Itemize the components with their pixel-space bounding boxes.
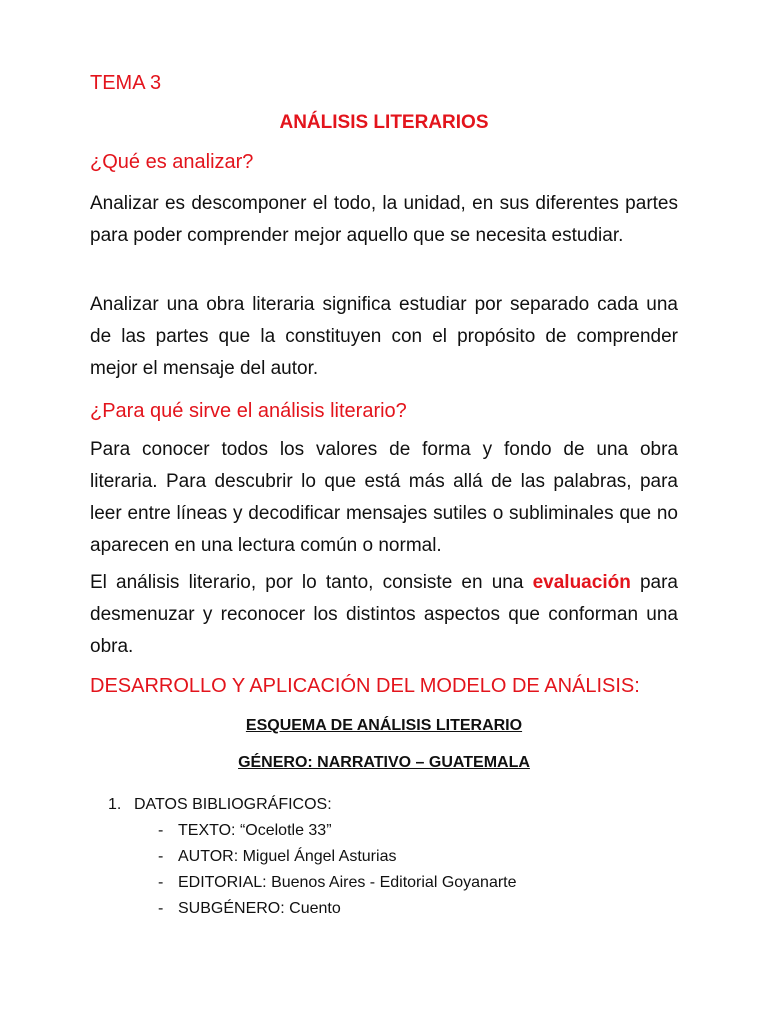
bibliographic-heading-row [108,792,517,818]
tema-label: TEMA 3 [90,72,162,94]
list-item [158,896,517,922]
scheme-title: ESQUEMA DE ANÁLISIS LITERARIO [245,717,523,734]
list-item-text: SUBGÉNERO: Cuento [178,900,341,917]
document-title: ANÁLISIS LITERARIOS [279,112,489,133]
list-item-text: TEXTO: “Ocelotle 33” [178,822,332,839]
genre-title: GÉNERO: NARRATIVO – GUATEMALA [238,754,530,771]
list-item [158,870,517,896]
dash-bullet: - [158,822,164,839]
bibliographic-items [108,818,517,922]
list-number: 1. [108,796,122,813]
bibliographic-heading: DATOS BIBLIOGRÁFICOS: [134,796,332,813]
list-item [158,844,517,870]
bibliographic-list [108,792,517,922]
question-para-que-sirve: ¿Para qué sirve el análisis literario? [90,400,407,422]
paragraph-analizar-obra: Analizar una obra literaria significa estudiar por separado cada una de las partes que la constituyen con el propósito de comprender mejor el mensaje del autor. [90,294,678,379]
list-item [158,818,517,844]
question-que-es-analizar: ¿Qué es analizar? [90,151,254,173]
list-item-text: EDITORIAL: Buenos Aires - Editorial Goyanarte [178,874,517,891]
dash-bullet: - [158,848,164,865]
paragraph-evaluacion-text-start: El análisis literario, por lo tanto, consiste en una [90,572,533,593]
list-item-text: AUTOR: Miguel Ángel Asturias [178,848,397,865]
dash-bullet: - [158,900,164,917]
model-heading: DESARROLLO Y APLICACIÓN DEL MODELO DE ANÁLISIS: [90,675,640,697]
dash-bullet: - [158,874,164,891]
paragraph-evaluacion [90,567,678,663]
paragraph-analizar-definicion: Analizar es descomponer el todo, la unidad, en sus diferentes partes para poder comprender mejor aquello que se necesita estudiar. [90,193,678,246]
paragraph-evaluacion-text-end: para desmenuzar y reconocer los distintos aspectos que conforman una obra. [90,572,678,657]
paragraph-para-conocer: Para conocer todos los valores de forma y fondo de una obra literaria. Para descubrir lo que está más allá de las palabras, para leer entre líneas y decodificar mensajes sutiles o subliminales que no aparecen en una lectura común o normal. [90,439,678,556]
evaluacion-emphasis: evaluación [532,572,631,593]
